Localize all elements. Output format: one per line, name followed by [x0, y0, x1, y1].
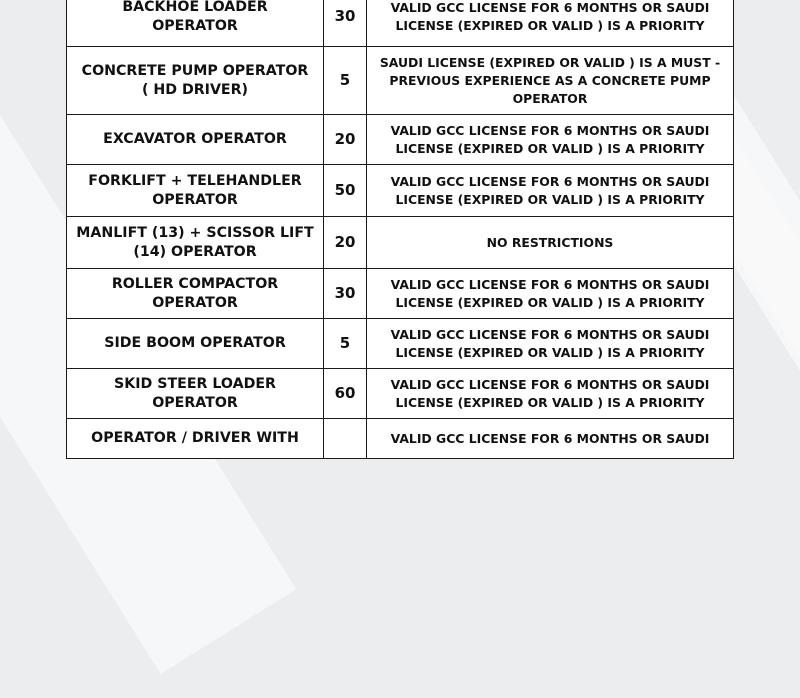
table-row: [67, 419, 734, 459]
quantity-cell: 5: [324, 319, 367, 369]
requirement-cell-line: VALID GCC LICENSE FOR 6 MONTHS OR SAUDI: [390, 122, 710, 138]
requirement-cell-line: VALID GCC LICENSE FOR 6 MONTHS OR SAUDI: [390, 276, 710, 292]
requirement-cell-line: LICENSE (EXPIRED OR VALID ) IS A PRIORITY: [395, 140, 705, 156]
position-cell: [67, 0, 324, 47]
requirement-cell-line: VALID GCC LICENSE FOR 6 MONTHS OR SAUDI: [390, 0, 710, 15]
position-cell-line: (14) OPERATOR: [133, 243, 257, 260]
table-row: [67, 47, 734, 115]
position-cell-line: ROLLER COMPACTOR: [111, 275, 279, 292]
position-cell-line: FORKLIFT + TELEHANDLER: [88, 172, 302, 189]
requirement-cell-line: VALID GCC LICENSE FOR 6 MONTHS OR SAUDI: [390, 430, 710, 446]
requirement-cell-line: LICENSE (EXPIRED OR VALID ) IS A PRIORITY: [395, 294, 705, 310]
requirement-cell: [367, 319, 734, 369]
position-cell-line: OPERATOR: [152, 294, 238, 311]
position-cell: [67, 369, 324, 419]
quantity-cell: 30: [324, 269, 367, 319]
position-cell-line: OPERATOR: [152, 17, 238, 34]
quantity-cell: 30: [324, 0, 367, 47]
table-row: [67, 269, 734, 319]
quantity-cell: 20: [324, 217, 367, 269]
position-cell-line: OPERATOR / DRIVER WITH: [91, 430, 299, 446]
table-row: [67, 115, 734, 165]
requirement-cell: [367, 217, 734, 269]
position-cell-line: SIDE BOOM OPERATOR: [104, 335, 286, 351]
position-cell-line: OPERATOR: [152, 191, 238, 208]
position-cell: [67, 319, 324, 369]
position-cell: [67, 115, 324, 165]
quantity-cell: 5: [324, 47, 367, 115]
requirement-cell-line: LICENSE (EXPIRED OR VALID ) IS A PRIORITY: [395, 191, 705, 207]
requirement-cell-line: VALID GCC LICENSE FOR 6 MONTHS OR SAUDI: [390, 326, 710, 342]
position-cell-line: CONCRETE PUMP OPERATOR: [81, 62, 309, 79]
position-cell-line: EXCAVATOR OPERATOR: [103, 131, 287, 147]
requirement-cell: [367, 47, 734, 115]
table-row: [67, 217, 734, 269]
requirement-cell: [367, 115, 734, 165]
table-row: [67, 369, 734, 419]
requirement-cell-line: OPERATOR: [512, 90, 588, 106]
position-cell: [67, 47, 324, 115]
requirement-cell-line: VALID GCC LICENSE FOR 6 MONTHS OR SAUDI: [390, 173, 710, 189]
requirement-cell: [367, 0, 734, 47]
table-row: [67, 319, 734, 369]
position-cell-line: MANLIFT (13) + SCISSOR LIFT: [76, 224, 314, 241]
requirement-cell-line: LICENSE (EXPIRED OR VALID ) IS A PRIORITY: [395, 344, 705, 360]
position-cell-line: BACKHOE LOADER: [122, 0, 268, 15]
position-cell: [67, 165, 324, 217]
job-requirements-table: [66, 0, 734, 459]
requirement-cell-line: PREVIOUS EXPERIENCE AS A CONCRETE PUMP: [389, 72, 711, 88]
requirement-cell: [367, 165, 734, 217]
position-cell: [67, 217, 324, 269]
position-cell-line: SKID STEER LOADER: [114, 375, 276, 392]
requirement-cell: [367, 269, 734, 319]
quantity-cell: 50: [324, 165, 367, 217]
quantity-cell: [324, 419, 367, 459]
quantity-cell: 20: [324, 115, 367, 165]
position-cell: [67, 419, 324, 459]
quantity-cell: 60: [324, 369, 367, 419]
table-row: [67, 165, 734, 217]
requirement-cell-line: LICENSE (EXPIRED OR VALID ) IS A PRIORITY: [395, 394, 705, 410]
position-cell-line: OPERATOR: [152, 394, 238, 411]
requirement-cell-line: SAUDI LICENSE (EXPIRED OR VALID ) IS A MUST -: [379, 54, 721, 70]
table-row: [67, 0, 734, 47]
position-cell-line: ( HD DRIVER): [141, 81, 249, 98]
requirement-cell-line: LICENSE (EXPIRED OR VALID ) IS A PRIORITY: [395, 17, 705, 33]
requirement-cell: [367, 419, 734, 459]
requirement-cell: [367, 369, 734, 419]
requirement-cell-line: VALID GCC LICENSE FOR 6 MONTHS OR SAUDI: [390, 376, 710, 392]
table-body: [67, 0, 734, 459]
position-cell: [67, 269, 324, 319]
document-sheet: [66, 0, 734, 459]
requirement-cell-line: NO RESTRICTIONS: [486, 234, 614, 250]
